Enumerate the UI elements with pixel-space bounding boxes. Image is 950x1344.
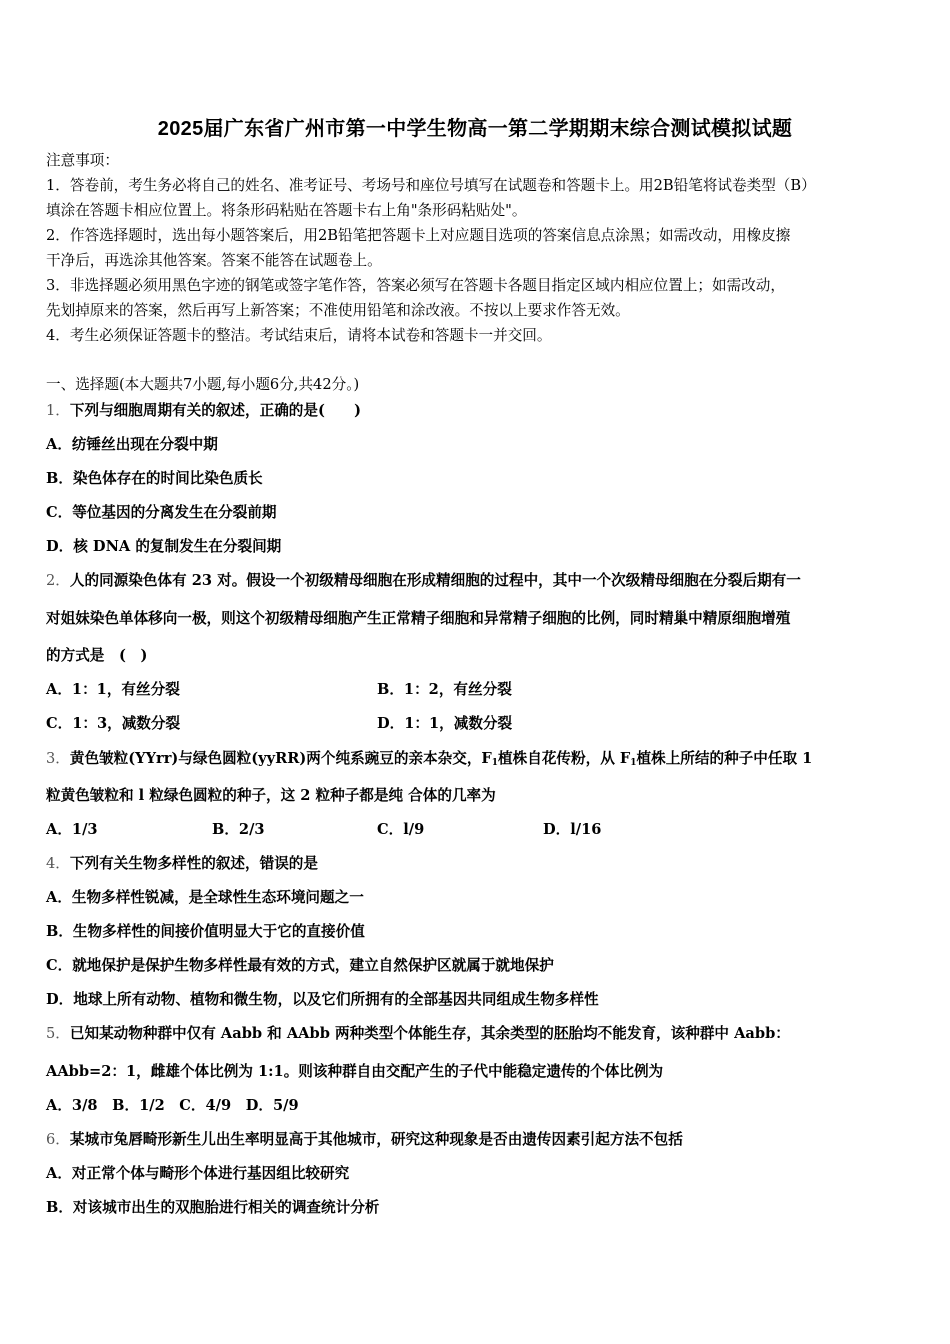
- question-stem: 下列与细胞周期有关的叙述，正确的是( ): [69, 402, 361, 419]
- question-number: 3．: [46, 750, 70, 767]
- question-number: 5．: [46, 1025, 70, 1042]
- question-number: 6．: [46, 1131, 70, 1148]
- option-d: D．核 DNA 的复制发生在分裂间期: [46, 538, 282, 555]
- exam-title: 2025届广东省广州市第一中学生物高一第二学期期末综合测试模拟试题: [157, 118, 793, 140]
- question-stem-line: 粒黄色皱粒和 l 粒绿色圆粒的种子，这 2 粒种子都是纯 合体的几率为: [46, 787, 496, 804]
- option-d: D．1：1，减数分裂: [377, 715, 513, 732]
- question-stem: 植株上所结的种子中任取 1: [636, 750, 813, 767]
- option-c: C．等位基因的分离发生在分裂前期: [46, 504, 277, 521]
- question-2: [46, 571, 801, 591]
- notice-line: 干净后，再选涂其他答案。答案不能答在试题卷上。: [46, 252, 382, 269]
- question-stem: 人的同源染色体有 23 对。假设一个初级精母细胞在形成精细胞的过程中，其中一个次级精母细胞在分裂后期有一: [69, 572, 801, 589]
- option-a: A．1/3: [46, 821, 98, 838]
- notice-line: 4．考生必须保证答题卡的整洁。考试结束后，请将本试卷和答题卡一并交回。: [46, 327, 552, 344]
- option-b: B．1：2，有丝分裂: [377, 681, 512, 698]
- section-heading: 一、选择题(本大题共7小题,每小题6分,共42分。): [46, 376, 360, 393]
- question-stem-line: 对姐妹染色单体移向一极，则这个初级精母细胞产生正常精子细胞和异常精子细胞的比例，同时精巢中精原细胞增殖: [46, 610, 791, 627]
- option-c: C．就地保护是保护生物多样性最有效的方式，建立自然保护区就属于就地保护: [46, 957, 554, 974]
- option-a: A．纺锤丝出现在分裂中期: [46, 436, 218, 453]
- option-c: C．l/9: [377, 821, 425, 838]
- notice-line: 3．非选择题必须用黑色字迹的钢笔或签字笔作答，答案必须写在答题卡各题目指定区域内相应位置上；如需改动，: [46, 277, 785, 294]
- option-a: A．生物多样性锐减，是全球性生态环境问题之一: [46, 889, 364, 906]
- notice-line: 填涂在答题卡相应位置上。将条形码粘贴在答题卡右上角"条形码粘贴处"。: [46, 202, 527, 219]
- option-b: B．2/3: [212, 821, 265, 838]
- question-stem-line: 的方式是 ( ): [46, 647, 148, 664]
- question-number: 1．: [46, 402, 70, 419]
- notice-line: 先划掉原来的答案，然后再写上新答案；不准使用铅笔和涂改液。不按以上要求作答无效。: [46, 302, 630, 319]
- question-number: 4．: [46, 855, 70, 872]
- subscript: 1: [630, 758, 637, 768]
- question-1: [46, 401, 361, 421]
- question-stem: 黄色皱粒(YYrr)与绿色圆粒(yyRR)两个纯系豌豆的亲本杂交，F: [69, 750, 492, 767]
- notice-line: 2．作答选择题时，选出每小题答案后，用2B铅笔把答题卡上对应题目选项的答案信息点涂黑；如需改动，用橡皮擦: [46, 227, 791, 244]
- notice-line: 1．答卷前，考生务必将自己的姓名、准考证号、考场号和座位号填写在试题卷和答题卡上。用2B铅笔将试卷类型（B）: [46, 177, 816, 194]
- question-4: [46, 854, 318, 874]
- options-row: A．3/8 B．1/2 C．4/9 D．5/9: [46, 1097, 299, 1114]
- option-a: A．对正常个体与畸形个体进行基因组比较研究: [46, 1165, 350, 1182]
- option-b: B．对该城市出生的双胞胎进行相关的调查统计分析: [46, 1199, 380, 1216]
- option-b: B．染色体存在的时间比染色质长: [46, 470, 263, 487]
- option-a: A．1：1，有丝分裂: [46, 681, 180, 698]
- question-stem: 下列有关生物多样性的叙述，错误的是: [69, 855, 318, 872]
- option-d: D．地球上所有动物、植物和微生物，以及它们所拥有的全部基因共同组成生物多样性: [46, 991, 599, 1008]
- question-stem: 某城市兔唇畸形新生儿出生率明显高于其他城市，研究这种现象是否由遗传因素引起方法不包括: [69, 1131, 683, 1148]
- question-5: [46, 1024, 790, 1044]
- question-3: [46, 749, 812, 773]
- question-number: 2．: [46, 572, 70, 589]
- notice-heading: 注意事项：: [46, 152, 119, 169]
- option-b: B．生物多样性的间接价值明显大于它的直接价值: [46, 923, 365, 940]
- option-c: C．1：3，减数分裂: [46, 715, 181, 732]
- question-6: [46, 1130, 683, 1150]
- question-stem: 已知某动物种群中仅有 Aabb 和 AAbb 两种类型个体能生存，其余类型的胚胎均不能发育，该种群中 Aabb：: [69, 1025, 790, 1042]
- question-stem-line: AAbb=2：1，雌雄个体比例为 1:1。则该种群自由交配产生的子代中能稳定遗传的个体比例为: [46, 1063, 664, 1080]
- option-d: D．l/16: [543, 821, 602, 838]
- subscript: 1: [491, 758, 499, 768]
- question-stem: 植株自花传粉，从 F: [498, 750, 631, 767]
